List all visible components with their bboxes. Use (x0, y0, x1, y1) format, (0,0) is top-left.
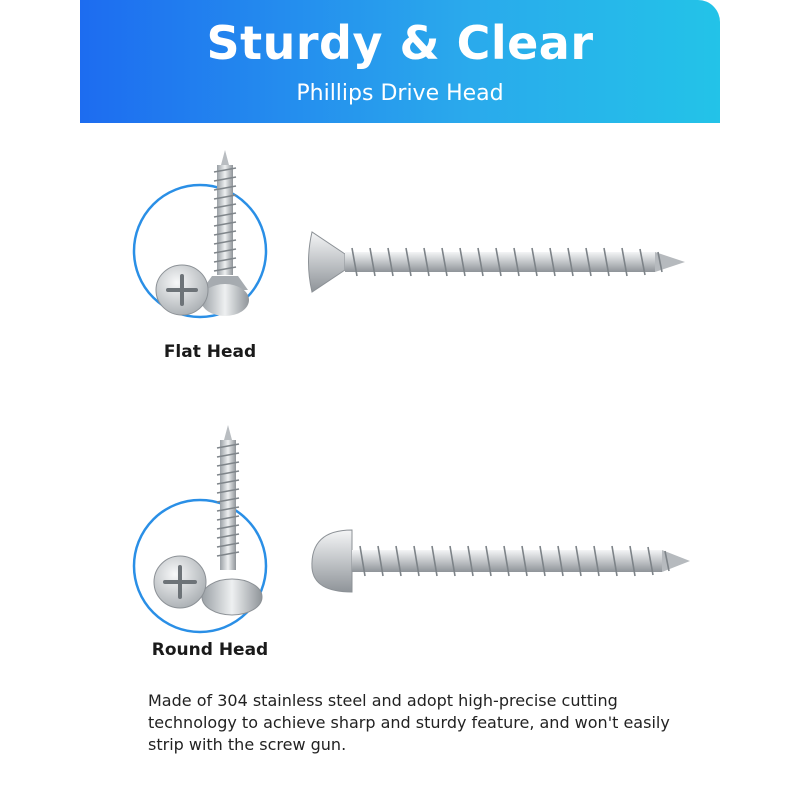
page-title: Sturdy & Clear (206, 16, 594, 70)
round-head-label: Round Head (151, 640, 269, 660)
product-description: Made of 304 stainless steel and adopt high-precise cutting technology to achieve sharp and sturdy feature, and won't easily strip with the screw gun. (148, 691, 670, 754)
flat-head-label: Flat Head (163, 342, 257, 362)
page-subtitle: Phillips Drive Head (296, 81, 504, 106)
vertical-round-screw (202, 425, 262, 615)
round-head-screw (312, 530, 690, 592)
round-head-top-view (154, 556, 206, 608)
